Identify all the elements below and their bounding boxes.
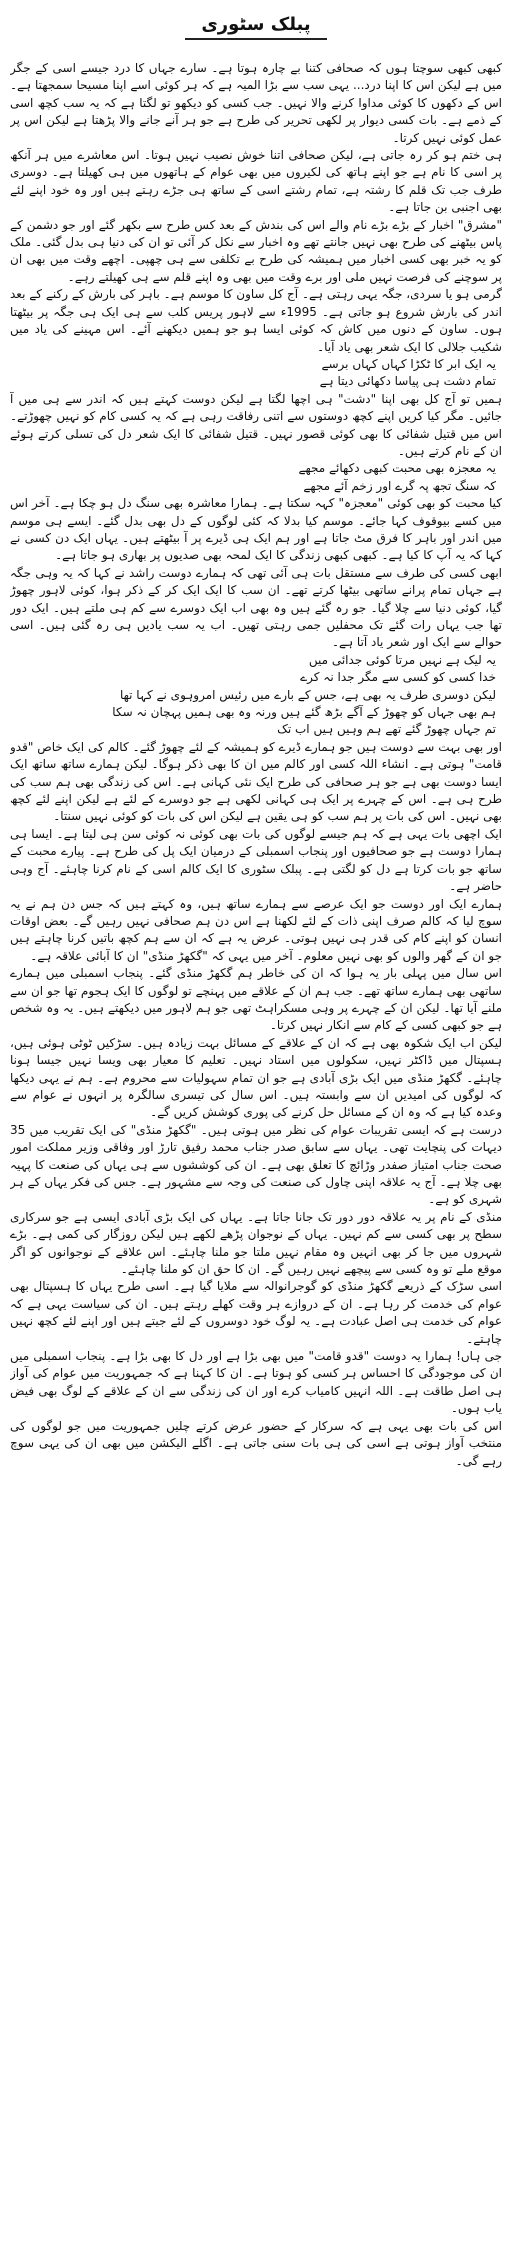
paragraph: ہی ختم ہو کر رہ جاتی ہے، لیکن صحافی اتنا خوش نصیب نہیں ہوتا۔ اس معاشرے میں ہر آنکھ پر اسی کا نام ہے جو اپنے ہاتھ کی لکیروں میں بھی عوام کے ہاتھوں میں ہی کھیلتا ہے۔ دوسری طرف جب تک قلم کا رشتہ ہے، تمام رشتے اسی کے ساتھ ہی جڑے رہتے ہیں اور وہ خود اپنے لئے بھی اجنبی بن جاتا ہے۔: [10, 148, 502, 215]
column-title: پبلک سٹوری: [185, 14, 326, 40]
verse-line: ہم بھی جہاں کو چھوڑ کے آگے بڑھ گئے ہیں ورنہ وہ بھی ہمیں پہچان نہ سکا: [112, 705, 496, 720]
paragraph: کیا محبت کو بھی کوئی "معجزہ" کہہ سکتا ہے۔ ہمارا معاشرہ بھی سنگ دل ہو چکا ہے۔ آخر اس میں کسے بیوقوف کہا جائے۔ موسم کیا بدلا کہ کئی لوگوں کے دل بھی بدل گئے۔ ایسے ہی موسم میں اندر اور باہر کا فرق مٹ جاتا ہے اور ہم ایک ہی ڈیرے پر آ بیٹھتے ہیں۔ یہاں ایک دن کسی نے کہا کہ یہ آپ کا کیا ہے۔ کبھی کبھی زندگی کا ایک لمحہ بھی صدیوں پر بھاری ہو جاتا ہے۔: [10, 496, 502, 563]
verse-line: لیکن دوسری طرف یہ بھی ہے، جس کے بارے میں رئیس امروہوی نے کہا تھا: [119, 687, 496, 702]
paragraph: ایک اچھی بات یہی ہے کہ ہم جیسے لوگوں کی بات بھی کوئی نہ کوئی سن ہی لیتا ہے۔ ایسا ہی ہمارا دوست ہے جو صحافیوں اور پنجاب اسمبلی کے درمیان ایک پل کی طرح ہے۔ پیارے محبت کے ساتھ جو بات کرتا ہے دل کو لگتی ہے۔ پبلک سٹوری کا ایک کالم اسی کے نام کرنا چاہئے۔ آج وہی حاضر ہے۔: [10, 826, 502, 894]
verse-line: تم جہاں چھوڑ گئے تھے ہم وہیں ہیں اب تک: [277, 722, 496, 737]
paragraph: ابھی کسی کی طرف سے مستقل بات ہی آئی تھی کہ ہمارے دوست راشد نے کہا کہ یہ وہی جگہ ہے جہاں تمام پرانے ساتھی بیٹھا کرتے تھے۔ ان سب کا ایک ایک کر کے ذکر ہوا، کوئی لاہور چھوڑ گیا، کوئی دنیا سے چلا گیا۔ جو رہ گئے ہیں وہ بھی اب ایک دوسرے سے کم ہی ملتے ہیں۔ ایک دور تھا جب یہاں رات گئے تک محفلیں جمی رہتی تھیں۔ اب یہ سب یادیں ہی رہ گئی ہیں۔ اسی حوالے سے ایک اور شعر یاد آتا ہے۔: [10, 565, 502, 650]
verse-line: یہ لیک ہے نہیں مرتا کوئی جدائی میں: [308, 652, 496, 667]
paragraph: اسی سڑک کے ذریعے گکھڑ منڈی کو گوجرانوالہ سے ملایا گیا ہے۔ اسی طرح یہاں کا ہسپتال بھی عوام کی خدمت کر رہا ہے۔ ان کے دروازے ہر وقت کھلے رہتے ہیں۔ ان کی سیاست یہی ہے کہ عوام کی خدمت ہی اصل عبادت ہے۔ یہ لوگ خود دوسروں کے لئے جیتے ہیں اور اپنے لئے کچھ نہیں چاہتے۔: [10, 1279, 502, 1346]
verse-line: خدا کسی کو کسی سے مگر جدا نہ کرے: [300, 670, 496, 685]
paragraph: اس کی بات بھی یہی ہے کہ سرکار کے حضور عرض کرتے چلیں جمہوریت میں جو لوگوں کی منتخب آواز ہوتی ہے اسی کی ہی بات سنی جاتی ہے۔ اگلے الیکشن میں بھی ان کی یہی سوچ رہے گی۔: [10, 1418, 502, 1468]
verse-line: کہ سنگ تجھ پہ گرے اور زخم آئے مجھے: [303, 478, 496, 493]
verse-line: یہ ایک ابر کا ٹکڑا کہاں کہاں برسے: [321, 356, 496, 371]
paragraph: اور بھی بہت سے دوست ہیں جو ہمارے ڈیرے کو ہمیشہ کے لئے چھوڑ گئے۔ کالم کی ایک خاص "قدو قامت" ہوتی ہے۔ انشاء اللہ کسی اور کالم میں ان کا بھی ذکر ہوگا۔ لیکن ہمارے ساتھ ساتھ ایک ایسا دوست بھی ہے جو ہر صحافی کی طرح ایک نئی کہانی ہے۔ اس کی زندگی بھی ہم سب کی طرح ہی ہے۔ اس کے چہرے پر ایک ہی کہانی لکھی ہے جو دوسرے کے لئے ہے لیکن اپنے لئے کچھ بھی نہیں۔ اس کی بات پر ہم سب کو ہی یقین ہے لیکن اس کی بات کو کوئی نہیں سنتا۔: [10, 739, 502, 824]
paragraph: کبھی کبھی سوچتا ہوں کہ صحافی کتنا بے چارہ ہوتا ہے۔ سارے جہاں کا درد جیسے اسی کے جگر میں ہے لیکن اس کا اپنا درد... یہی سب سے بڑا المیہ ہے کہ ہر کوئی اسے اپنا مسیحا سمجھتا ہے۔ اس کے دکھوں کا کوئی مداوا کرنے والا نہیں۔ جب کسی کو دیکھو تو لگتا ہے کہ یہ سب کچھ اسی کے ذمے ہے۔ بات کسی دیوار پر لکھی تحریر کی طرح ہے جو ہر آنے جانے والا پڑھتا ہے لیکن اس پر عمل کوئی نہیں کرتا۔: [10, 61, 502, 145]
verse-line: یہ معجزہ بھی محبت کبھی دکھائے مجھے: [298, 461, 496, 476]
paragraph: منڈی کے نام پر یہ علاقہ دور دور تک جانا جاتا ہے۔ یہاں کی ایک بڑی آبادی ایسی ہے جو سرکاری سطح پر بھی کسی سے کم نہیں۔ یہاں کے نوجوان پڑھے لکھے ہیں لیکن روزگار کی کمی ہے۔ بڑے شہروں میں جا کر بھی انہیں وہ مقام نہیں ملتا جو ملنا چاہئے۔ اس علاقے کے نوجوانوں کو اگر موقع ملے تو وہ کسی سے پیچھے نہیں رہیں گے۔ ان کا حق ان کو ملنا چاہئے۔: [10, 1209, 502, 1277]
paragraph: لیکن اب ایک شکوہ بھی ہے کہ ان کے علاقے کے مسائل بہت زیادہ ہیں۔ سڑکیں ٹوٹی ہوئی ہیں، ہسپتال میں ڈاکٹر نہیں، سکولوں میں استاد نہیں۔ تعلیم کا معیار بھی ویسا نہیں جیسا ہونا چاہئے۔ گکھڑ منڈی میں ایک بڑی آبادی ہے جو ان تمام سہولیات سے محروم ہے۔ ہم نے یہی دیکھا کہ لوگوں کی امیدیں ان سے وابستہ ہیں۔ اس سال کی تیسری سالگرہ پر انہوں نے عوام سے وعدہ کیا ہے کہ وہ ان کے مسائل حل کرنے کی پوری کوشش کریں گے۔: [10, 1035, 502, 1120]
paragraph: گرمی ہو یا سردی، جگہ یہی رہتی ہے۔ آج کل ساون کا موسم ہے۔ باہر کی بارش کے رکنے کے بعد اندر کی بارش شروع ہو جاتی ہے۔ 1995ء سے لاہور پریس کلب سے ہی ایک ہی جگہ پر بیٹھتا ہوں۔ ساون کے دنوں میں کاش کہ کوئی ایسا ہو جو ہمیں دیکھنے آئے۔ اس مہینے کی یاد میں شکیب جلالی کا ایک شعر بھی یاد آیا۔: [10, 287, 502, 354]
paragraph: ہمارے ایک اور دوست جو ایک عرصے سے ہمارے ساتھ ہیں، وہ کہتے ہیں کہ جس دن ہم نے یہ سوچ لیا کہ کالم صرف اپنی ذات کے لئے لکھنا ہے اس دن ہم صحافی نہیں رہیں گے۔ بعض اوقات انسان کو اپنے کام کی قدر ہی نہیں ہوتی۔ عرض یہ ہے کہ ان سے ہم کچھ باتیں کرنا چاہتے ہیں جو ان کے گھر والوں کو بھی نہیں معلوم۔ آخر میں یہی کہ "گکھڑ منڈی" ان کا آبائی علاقہ ہے۔: [10, 896, 502, 963]
column-header: [10, 10, 502, 54]
column-body: [10, 60, 502, 2250]
paragraph: درست ہے کہ ایسی تقریبات عوام کی نظر میں ہوتی ہیں۔ "گکھڑ منڈی" کی ایک تقریب میں 35 دیہات کی پنچایت تھی۔ یہاں سے سابق صدر جناب محمد رفیق تارڑ اور وفاقی وزیر مملکت امور صحت جناب امتیاز صفدر وڑائچ کا تعلق بھی ہے۔ ان کی کوششوں سے ہی یہاں کی صنعت کا پہیہ بھی چلا ہے۔ آج یہ علاقہ اپنی چاول کی صنعت کی وجہ سے مشہور ہے۔ جس کی فکر یہاں کے ہر شہری کو ہے۔: [10, 1122, 502, 1207]
paragraph: اس سال میں پہلی بار یہ ہوا کہ ان کی خاطر ہم گکھڑ منڈی گئے۔ پنجاب اسمبلی میں ہمارے ساتھی بھی ہمارے ساتھ تھے۔ جب ہم ان کے علاقے میں پہنچے تو لوگوں کا ایک ہجوم تھا جو ان سے ملنے آیا تھا۔ لیکن ان کے چہرے پر وہی مسکراہٹ تھی جو ہم لاہور میں دیکھتے ہیں۔ یہ وہ شخص ہے جو کبھی کسی کے کام سے انکار نہیں کرتا۔: [10, 966, 502, 1033]
verse-line: تمام دشت ہی پیاسا دکھائی دیتا ہے: [319, 374, 496, 389]
paragraph: ہمیں تو آج کل بھی اپنا "دشت" ہی اچھا لگتا ہے لیکن دوست کہتے ہیں کہ اندر سے ہی میں آ جائیں۔ مگر کیا کریں اپنے کچھ دوستوں سے اتنی رفاقت رہی ہے کہ یہ کسی کام کو نہیں چھوڑتے۔ اس میں قتیل شفائی کا بھی کوئی قصور نہیں۔ قتیل شفائی کا ایک شعر دل کی تسلی کرتے ہوئے ان کے نام کرتے ہیں۔: [10, 391, 502, 458]
paragraph: جی ہاں! ہمارا یہ دوست "قدو قامت" میں بھی بڑا ہے اور دل کا بھی بڑا ہے۔ پنجاب اسمبلی میں ان کی موجودگی کا احساس ہر کسی کو ہوتا ہے۔ ان کا کہنا ہے کہ جمہوریت میں عوام کی آواز ہی اصل طاقت ہے۔ اللہ انہیں کامیاب کرے اور ان کی زندگی سے ان کے علاقے کے لوگ بھی فیض یاب ہوں۔: [10, 1349, 502, 1416]
paragraph: "مشرق" اخبار کے بڑے بڑے نام والے اس کی بندش کے بعد کس طرح سے بکھر گئے اور جو دشمن کے پاس بیٹھنے کی طرح بھی نہیں جانتے تھے وہ اخبار سے نکل کر آئی تو ان کی دنیا ہی بدل گئی۔ ملک کو یہ خبر بھی کسی اخبار میں ہمیشہ کی طرح بے تکلفی سے ہی چھپی۔ اچھے وقت میں بھی ان پر سوچنے کی فرصت نہیں ملی اور برے وقت میں بھی وہ اپنے قلم سے ہی کھیلتے رہے۔: [10, 217, 502, 284]
